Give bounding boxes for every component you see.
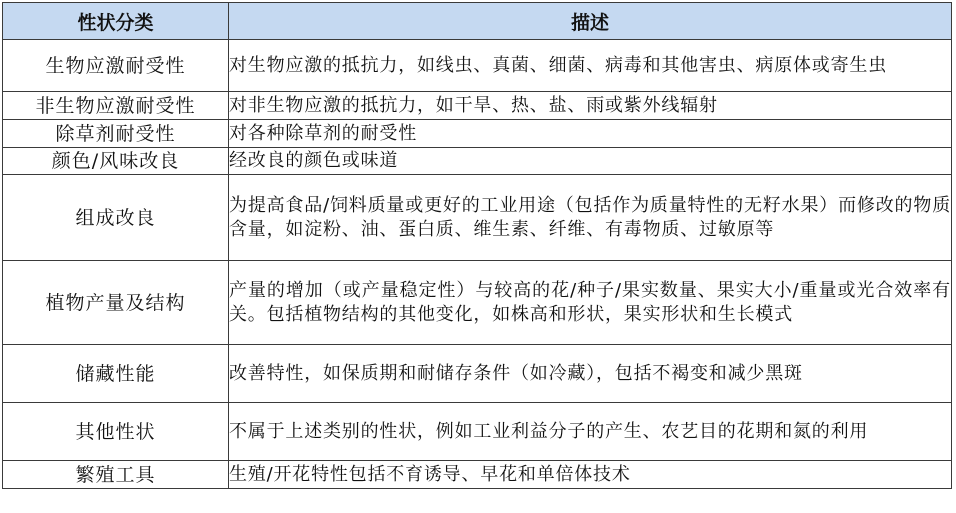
row-description: 对生物应激的抵抗力，如线虫、真菌、细菌、病毒和其他害虫、病原体或寄生虫 [229,40,952,92]
row-category: 生物应激耐受性 [3,40,229,92]
row-category: 除草剂耐受性 [3,120,229,148]
header-row [3,3,952,40]
row-description: 对各种除草剂的耐受性 [229,120,952,148]
table-row [3,148,952,175]
table-row [3,40,952,92]
table-row [3,345,952,403]
row-category: 其他性状 [3,403,229,461]
table-row [3,120,952,148]
row-category: 储藏性能 [3,345,229,403]
row-description: 生殖/开花特性包括不育诱导、早花和单倍体技术 [229,461,952,489]
row-category: 繁殖工具 [3,461,229,489]
row-description: 产量的增加（或产量稳定性）与较高的花/种子/果实数量、果实大小/重量或光合效率有关。包括植物结构的其他变化，如株高和形状，果实形状和生长模式 [229,261,952,345]
table-row [3,175,952,261]
row-description: 对非生物应激的抵抗力，如干旱、热、盐、雨或紫外线辐射 [229,92,952,120]
row-description: 改善特性，如保质期和耐储存条件（如冷藏），包括不褐变和减少黑斑 [229,345,952,403]
row-description: 经改良的颜色或味道 [229,148,952,175]
table-row [3,461,952,489]
row-description: 为提高食品/饲料质量或更好的工业用途（包括作为质量特性的无籽水果）而修改的物质含量，如淀粉、油、蛋白质、维生素、纤维、有毒物质、过敏原等 [229,175,952,261]
table-row [3,261,952,345]
row-category: 植物产量及结构 [3,261,229,345]
row-category: 组成改良 [3,175,229,261]
table-row [3,92,952,120]
row-category: 颜色/风味改良 [3,148,229,175]
row-category: 非生物应激耐受性 [3,92,229,120]
table-row [3,403,952,461]
row-description: 不属于上述类别的性状，例如工业利益分子的产生、农艺目的花期和氮的利用 [229,403,952,461]
header-trait-category: 性状分类 [3,3,229,40]
traits-table [2,2,952,489]
header-description: 描述 [229,3,952,40]
